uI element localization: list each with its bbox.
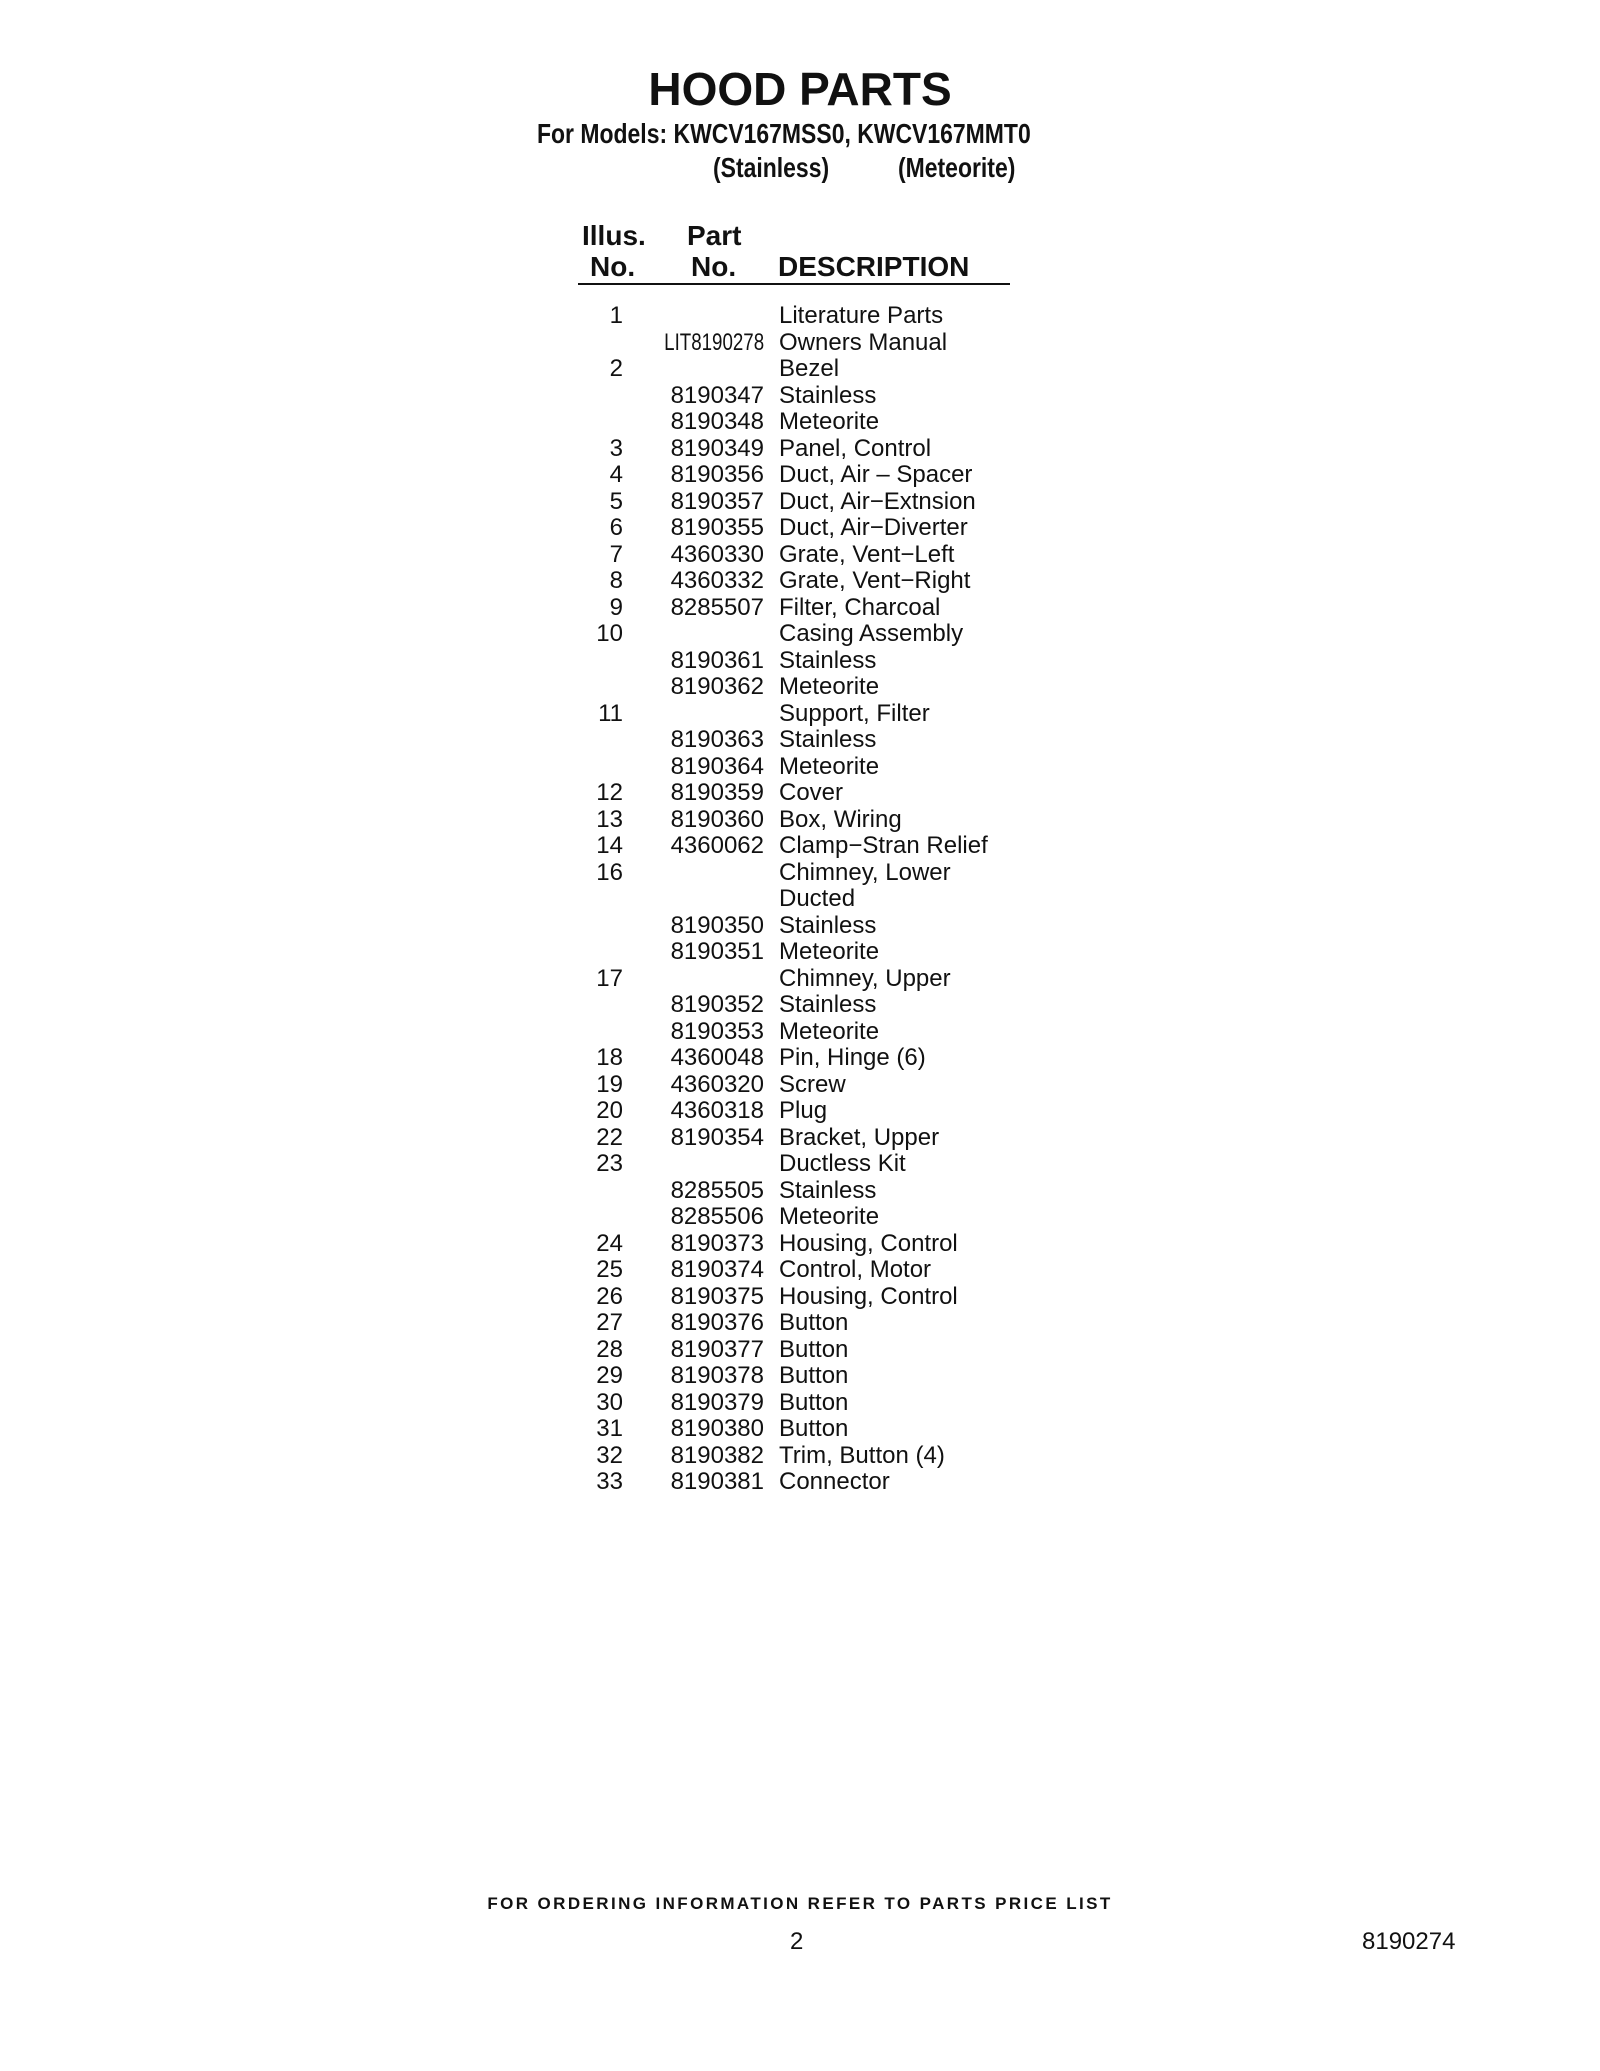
illus-number: 6 <box>609 514 623 541</box>
illus-number: 18 <box>596 1044 623 1071</box>
part-number: 4360318 <box>670 1097 764 1124</box>
part-number: 4360048 <box>670 1044 764 1071</box>
part-description: Duct, Air−Diverter <box>779 514 968 541</box>
part-description: Panel, Control <box>779 434 932 462</box>
illus-number: 27 <box>596 1309 623 1336</box>
parts-row <box>0 356 1600 383</box>
part-description: Pin, Hinge (6) <box>779 1044 926 1071</box>
ordering-note: FOR ORDERING INFORMATION REFER TO PARTS PRICE LIST <box>487 1894 1113 1913</box>
part-description: Duct, Air – Spacer <box>779 461 973 488</box>
header-description: DESCRIPTION <box>778 251 970 282</box>
part-description: Housing, Control <box>779 1229 958 1257</box>
parts-row <box>0 1469 1600 1496</box>
parts-row <box>0 568 1600 595</box>
part-description: Plug <box>779 1097 828 1124</box>
part-number: 8190364 <box>670 752 764 780</box>
parts-row <box>0 621 1600 648</box>
part-number: 8190351 <box>670 938 764 965</box>
parts-row <box>0 409 1600 436</box>
illus-number: 5 <box>609 487 623 515</box>
parts-row <box>0 886 1600 913</box>
header-divider <box>578 283 1010 285</box>
part-number: 4360062 <box>670 832 764 859</box>
part-description: Stainless <box>779 646 877 674</box>
parts-row <box>0 462 1600 489</box>
parts-row <box>0 515 1600 542</box>
illus-number: 32 <box>596 1441 623 1469</box>
part-description: Grate, Vent−Left <box>779 540 955 568</box>
parts-row <box>0 330 1600 357</box>
part-description: Button <box>779 1362 849 1389</box>
parts-row <box>0 1443 1600 1470</box>
part-description: Clamp−Stran Relief <box>779 832 988 859</box>
part-description: Cover <box>779 779 844 806</box>
parts-row <box>0 1390 1600 1417</box>
parts-row <box>0 754 1600 781</box>
illus-number: 22 <box>596 1123 623 1151</box>
part-number: 8190349 <box>670 434 764 462</box>
parts-row <box>0 383 1600 410</box>
parts-row <box>0 833 1600 860</box>
illus-number: 4 <box>609 461 623 488</box>
part-number: LIT8190278 <box>664 328 764 356</box>
part-number: 8190348 <box>670 408 764 435</box>
part-description: Screw <box>779 1070 846 1098</box>
illus-number: 13 <box>596 805 623 833</box>
part-description: Meteorite <box>779 1203 880 1230</box>
illus-number: 24 <box>596 1229 623 1257</box>
parts-row <box>0 1019 1600 1046</box>
part-description: Button <box>779 1415 849 1442</box>
parts-row <box>0 1045 1600 1072</box>
part-number: 8190347 <box>670 381 764 409</box>
part-description: Stainless <box>779 1176 877 1204</box>
parts-row <box>0 1284 1600 1311</box>
illus-number: 2 <box>609 355 623 382</box>
part-number: 8190362 <box>670 673 764 700</box>
parts-list <box>0 303 1600 1496</box>
part-number: 8190379 <box>670 1388 764 1416</box>
parts-row <box>0 727 1600 754</box>
part-number: 8190373 <box>670 1229 764 1257</box>
parts-row <box>0 1231 1600 1258</box>
parts-row <box>0 1072 1600 1099</box>
part-description: Duct, Air−Extnsion <box>779 487 976 515</box>
illus-number: 11 <box>598 699 623 727</box>
part-description: Casing Assembly <box>779 620 964 647</box>
parts-row <box>0 780 1600 807</box>
part-number: 8190361 <box>670 646 764 674</box>
illus-number: 30 <box>596 1388 623 1416</box>
parts-row <box>0 807 1600 834</box>
illus-number: 23 <box>596 1150 623 1177</box>
part-description: Stainless <box>779 991 877 1018</box>
part-description: Box, Wiring <box>779 805 902 833</box>
illus-number: 10 <box>596 620 623 647</box>
page-number: 2 <box>790 1928 804 1955</box>
part-description: Bracket, Upper <box>779 1123 940 1151</box>
parts-row <box>0 648 1600 675</box>
parts-row <box>0 1337 1600 1364</box>
parts-row <box>0 1310 1600 1337</box>
part-description: Meteorite <box>779 938 880 965</box>
parts-row <box>0 992 1600 1019</box>
parts-row <box>0 966 1600 993</box>
part-description: Literature Parts <box>779 302 944 329</box>
parts-row <box>0 542 1600 569</box>
illus-number: 29 <box>596 1362 623 1389</box>
part-number: 8285505 <box>670 1176 764 1204</box>
part-number: 8190376 <box>670 1309 764 1336</box>
parts-row <box>0 1151 1600 1178</box>
illus-number: 7 <box>609 540 623 568</box>
part-number: 4360332 <box>670 567 764 594</box>
illus-number: 26 <box>596 1282 623 1310</box>
part-description: Stainless <box>779 726 877 753</box>
part-number: 8190378 <box>670 1362 764 1389</box>
part-description: Control, Motor <box>779 1256 932 1283</box>
part-number: 8190360 <box>670 805 764 833</box>
part-description: Chimney, Upper <box>779 964 951 992</box>
part-description: Ductless Kit <box>779 1150 906 1177</box>
part-number: 8285506 <box>670 1203 764 1230</box>
parts-row <box>0 303 1600 330</box>
part-description: Trim, Button (4) <box>779 1441 945 1469</box>
header-illus-line2: No. <box>590 251 636 282</box>
model-variant-meteorite: (Meteorite) <box>898 152 1016 183</box>
part-description: Meteorite <box>779 673 880 700</box>
document-number: 8190274 <box>1362 1928 1456 1955</box>
parts-row <box>0 1098 1600 1125</box>
part-description: Chimney, Lower <box>779 858 951 886</box>
part-number: 4360330 <box>670 540 764 568</box>
part-description: Meteorite <box>779 408 880 435</box>
model-variant-stainless: (Stainless) <box>713 152 830 183</box>
illus-number: 28 <box>596 1335 623 1363</box>
illus-number: 12 <box>596 779 623 806</box>
part-description: Button <box>779 1388 849 1416</box>
page-title: HOOD PARTS <box>648 63 952 115</box>
models-line: For Models: KWCV167MSS0, KWCV167MMT0 <box>537 118 1031 149</box>
part-description: Filter, Charcoal <box>779 593 941 621</box>
part-description: Owners Manual <box>779 328 948 356</box>
part-number: 8190377 <box>670 1335 764 1363</box>
parts-row <box>0 1204 1600 1231</box>
part-description: Meteorite <box>779 752 880 780</box>
parts-row <box>0 913 1600 940</box>
header-part-line2: No. <box>691 251 737 282</box>
illus-number: 9 <box>609 593 623 621</box>
part-number: 4360320 <box>670 1070 764 1098</box>
parts-row <box>0 1178 1600 1205</box>
parts-row <box>0 1125 1600 1152</box>
part-number: 8190354 <box>670 1123 764 1151</box>
parts-row <box>0 674 1600 701</box>
parts-row <box>0 939 1600 966</box>
illus-number: 20 <box>596 1097 623 1124</box>
part-number: 8190363 <box>670 726 764 753</box>
part-number: 8190381 <box>670 1468 764 1495</box>
part-number: 8285507 <box>670 593 764 621</box>
part-description: Grate, Vent−Right <box>779 567 971 594</box>
illus-number: 25 <box>596 1256 623 1283</box>
part-number: 8190353 <box>670 1017 764 1045</box>
part-number: 8190352 <box>670 991 764 1018</box>
part-description: Housing, Control <box>779 1282 958 1310</box>
part-number: 8190359 <box>670 779 764 806</box>
parts-row <box>0 1257 1600 1284</box>
illus-number: 19 <box>596 1070 623 1098</box>
illus-number: 16 <box>596 858 623 886</box>
part-number: 8190374 <box>670 1256 764 1283</box>
part-description: Bezel <box>779 355 840 382</box>
parts-row <box>0 1416 1600 1443</box>
illus-number: 3 <box>609 434 623 462</box>
part-description: Button <box>779 1335 849 1363</box>
part-number: 8190350 <box>670 911 764 939</box>
parts-row <box>0 595 1600 622</box>
part-number: 8190357 <box>670 487 764 515</box>
part-description: Ducted <box>779 885 856 912</box>
part-number: 8190356 <box>670 461 764 488</box>
part-description: Support, Filter <box>779 699 930 727</box>
part-description: Connector <box>779 1468 890 1495</box>
parts-row <box>0 489 1600 516</box>
illus-number: 17 <box>596 964 623 992</box>
illus-number: 14 <box>596 832 623 859</box>
header-part-line1: Part <box>687 220 742 251</box>
header-illus-line1: Illus. <box>582 220 646 251</box>
parts-row <box>0 701 1600 728</box>
illus-number: 33 <box>596 1468 623 1495</box>
part-number: 8190380 <box>670 1415 764 1442</box>
part-description: Meteorite <box>779 1017 880 1045</box>
part-description: Stainless <box>779 381 877 409</box>
illus-number: 8 <box>609 567 623 594</box>
part-description: Button <box>779 1309 849 1336</box>
part-number: 8190375 <box>670 1282 764 1310</box>
part-description: Stainless <box>779 911 877 939</box>
parts-row <box>0 436 1600 463</box>
illus-number: 31 <box>596 1415 623 1442</box>
parts-row <box>0 860 1600 887</box>
part-number: 8190382 <box>670 1441 764 1469</box>
parts-row <box>0 1363 1600 1390</box>
part-number: 8190355 <box>670 514 764 541</box>
illus-number: 1 <box>609 302 623 329</box>
